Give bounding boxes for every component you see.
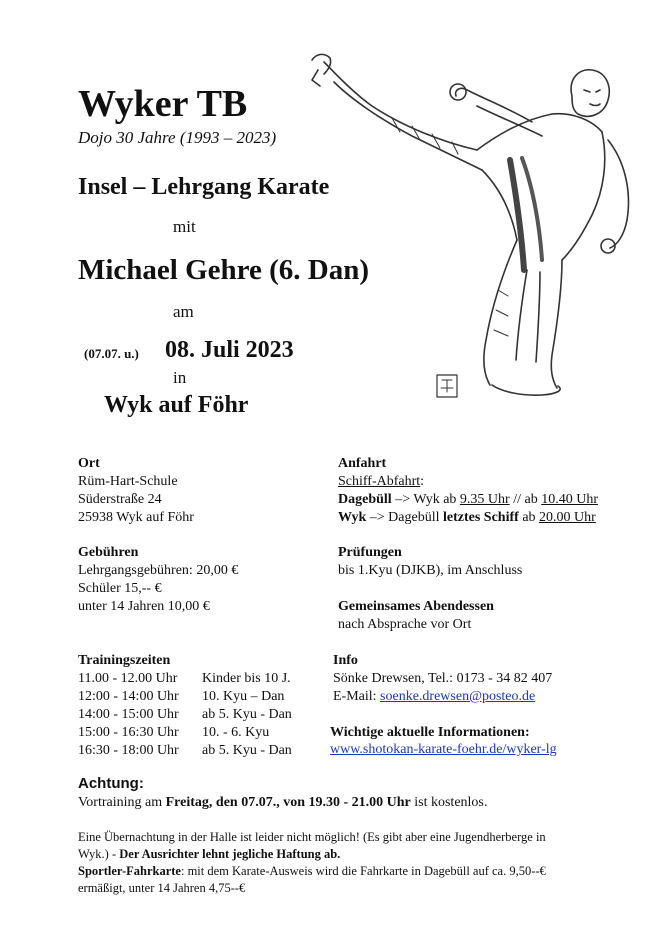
training-row: 14:00 - 15:00 Uhr ab 5. Kyu - Dan	[78, 707, 292, 722]
dojo-anniversary-subtitle: Dojo 30 Jahre (1993 – 2023)	[78, 128, 277, 147]
exams-text: bis 1.Kyu (DJKB), im Anschluss	[338, 563, 523, 578]
ort-section	[78, 455, 194, 527]
pre-training-note: Vortraining am Freitag, den 07.07., von 19.30 - 21.00 Uhr ist kostenlos.	[78, 795, 488, 810]
event-location: Wyk auf Föhr	[104, 392, 249, 418]
anfahrt-section: Anfahrt Schiff-Abfahrt: Dagebüll –> Wyk ab 9.35 Uhr // ab 10.40 Uhr Wyk –> Dagebüll letztes Schiff ab 20.00 Uhr	[338, 456, 598, 525]
karate-kick-illustration	[272, 40, 657, 440]
footer-notes	[78, 829, 546, 897]
info-heading: Info	[333, 653, 358, 668]
email-link[interactable]: soenke.drewsen@posteo.de	[380, 689, 536, 704]
fee-line: unter 14 Jahren 10,00 €	[78, 599, 210, 614]
training-row: 11.00 - 12.00 Uhr Kinder bis 10 J.	[78, 671, 291, 686]
ort-line: 25938 Wyk auf Föhr	[78, 510, 194, 525]
date-prefix: (07.07. u.)	[84, 346, 139, 361]
training-row: 12:00 - 14:00 Uhr 10. Kyu – Dan	[78, 689, 285, 704]
overnight-note: Eine Übernachtung in der Halle ist leider nicht möglich! (Es gibt aber eine Jugendherberge in	[78, 830, 546, 844]
fee-line: Lehrgangsgebühren: 20,00 €	[78, 563, 239, 578]
ticket-note: Sportler-Fahrkarte: mit dem Karate-Ausweis wird die Fahrkarte in Dagebüll auf ca. 9,50--€	[78, 864, 546, 878]
liability-note: Wyk.) - Der Ausrichter lehnt jegliche Haftung ab.	[78, 847, 341, 861]
exams-section	[338, 544, 522, 580]
mit-text: mit	[173, 217, 196, 236]
fees-heading: Gebühren	[78, 545, 139, 560]
event-title: Insel – Lehrgang Karate	[78, 174, 330, 200]
dinner-text: nach Absprache vor Ort	[338, 617, 472, 632]
training-row: 15:00 - 16:30 Uhr 10. - 6. Kyu	[78, 725, 270, 740]
training-row: 16:30 - 18:00 Uhr ab 5. Kyu - Dan	[78, 743, 292, 758]
anfahrt-heading: Anfahrt	[338, 456, 387, 471]
contact-phone: Sönke Drewsen, Tel.: 0173 - 34 82 407	[333, 671, 553, 686]
in-text: in	[173, 368, 187, 387]
dinner-heading: Gemeinsames Abendessen	[338, 599, 494, 614]
ferry-label: Schiff-Abfahrt	[338, 474, 421, 489]
fee-line: Schüler 15,-- €	[78, 581, 162, 596]
am-text: am	[173, 302, 194, 321]
training-section	[78, 652, 292, 760]
instructor-name: Michael Gehre (6. Dan)	[78, 254, 370, 286]
ferry-outbound: Dagebüll –> Wyk ab 9.35 Uhr // ab 10.40 Uhr	[338, 492, 598, 507]
event-date: 08. Juli 2023	[165, 337, 294, 363]
training-heading: Trainingszeiten	[78, 653, 171, 668]
ferry-return: Wyk –> Dagebüll letztes Schiff ab 20.00 Uhr	[338, 510, 596, 525]
ort-heading: Ort	[78, 456, 100, 471]
exams-heading: Prüfungen	[338, 545, 402, 560]
important-info-label: Wichtige aktuelle Informationen:	[330, 725, 530, 740]
ticket-note-cont: ermäßigt, unter 14 Jahren 4,75--€	[78, 881, 246, 895]
ort-line: Süderstraße 24	[78, 492, 162, 507]
website-link[interactable]: www.shotokan-karate-foehr.de/wyker-lg	[330, 742, 557, 757]
fees-section	[78, 544, 238, 616]
dinner-section	[338, 598, 494, 634]
info-section: Info Sönke Drewsen, Tel.: 0173 - 34 82 407 E-Mail: soenke.drewsen@posteo.de	[333, 653, 553, 704]
attention-heading: Achtung:	[78, 775, 144, 792]
ort-line: Rüm-Hart-Schule	[78, 474, 178, 489]
club-title: Wyker TB	[78, 83, 248, 125]
